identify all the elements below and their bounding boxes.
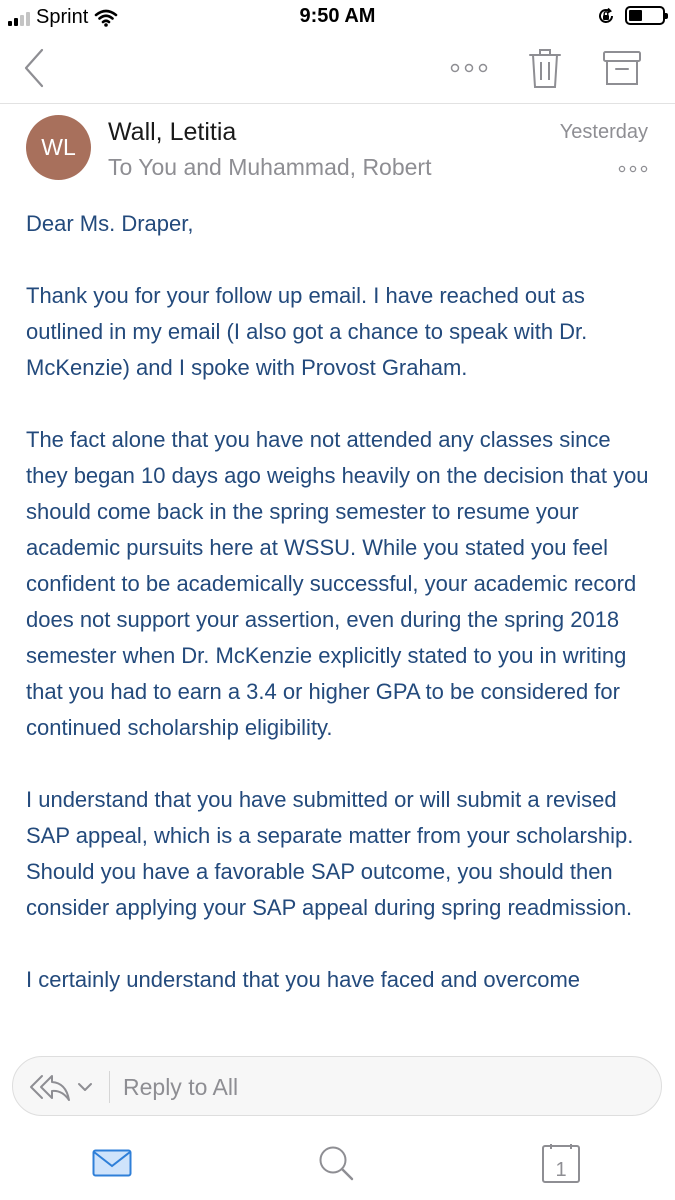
message-toolbar [0, 34, 675, 104]
body-paragraph: I certainly understand that you have faced and overcome [26, 967, 581, 992]
search-icon [317, 1144, 355, 1182]
calendar-day-label: 1 [555, 1159, 567, 1181]
sender-name[interactable]: Wall, Letitia [108, 118, 237, 146]
tab-mail[interactable] [82, 1138, 142, 1188]
mail-icon [92, 1149, 132, 1177]
tab-calendar[interactable] [531, 1138, 591, 1188]
calendar-icon [541, 1142, 581, 1184]
body-paragraph: I understand that you have submitted or will submit a revised SAP appeal, which is a separate matter from your scholarship. Should you have a favorable SAP outcome, you should then consider applying your SAP appeal during spring readmission. [26, 787, 634, 920]
chevron-down-icon [77, 1082, 93, 1092]
ellipsis-icon [449, 63, 489, 73]
reply-all-icon [29, 1071, 71, 1103]
reply-type-selector[interactable] [29, 1071, 93, 1103]
rotation-lock-icon [597, 7, 615, 25]
message-body [26, 206, 656, 1044]
message-actions-button[interactable] [618, 160, 648, 178]
delete-button[interactable] [525, 44, 565, 92]
body-paragraph: Thank you for your follow up email. I have reached out as outlined in my email (I also got a chance to speak with Dr. McKenzie) and I spoke with Provost Graham. [26, 283, 588, 380]
recipients-line[interactable]: To You and Muhammad, Robert [108, 154, 432, 180]
reply-divider [109, 1071, 110, 1103]
reply-input[interactable] [123, 1067, 643, 1107]
clock: 9:50 AM [299, 5, 376, 27]
body-paragraph: Dear Ms. Draper, [26, 211, 194, 236]
tab-bar [0, 1130, 675, 1200]
trash-icon [527, 47, 563, 89]
status-bar [0, 0, 675, 34]
body-paragraph: The fact alone that you have not attended any classes since they began 10 days ago weighs heavily on the decision that you should come back in the spring semester to resume your academic pursuits here at WSSU. While you stated you feel confident to be academically successful, your academic record does not support your assertion, even during the spring 2018 semester when Dr. McKenzie explicitly stated to you in writing that you had to earn a 3.4 or higher GPA to be considered for continued scholarship eligibility. [26, 427, 649, 740]
carrier-name: Sprint [36, 6, 89, 28]
message-date: Yesterday [559, 121, 648, 143]
battery-icon [625, 6, 665, 25]
reply-bar [12, 1056, 662, 1116]
more-options-button[interactable] [447, 44, 491, 92]
ellipsis-icon [618, 165, 648, 173]
archive-icon [602, 49, 642, 87]
archive-button[interactable] [600, 44, 644, 92]
tab-search[interactable] [306, 1138, 366, 1188]
sender-avatar[interactable]: WL [26, 115, 91, 180]
chevron-left-icon [23, 48, 45, 88]
back-button[interactable] [14, 44, 54, 92]
